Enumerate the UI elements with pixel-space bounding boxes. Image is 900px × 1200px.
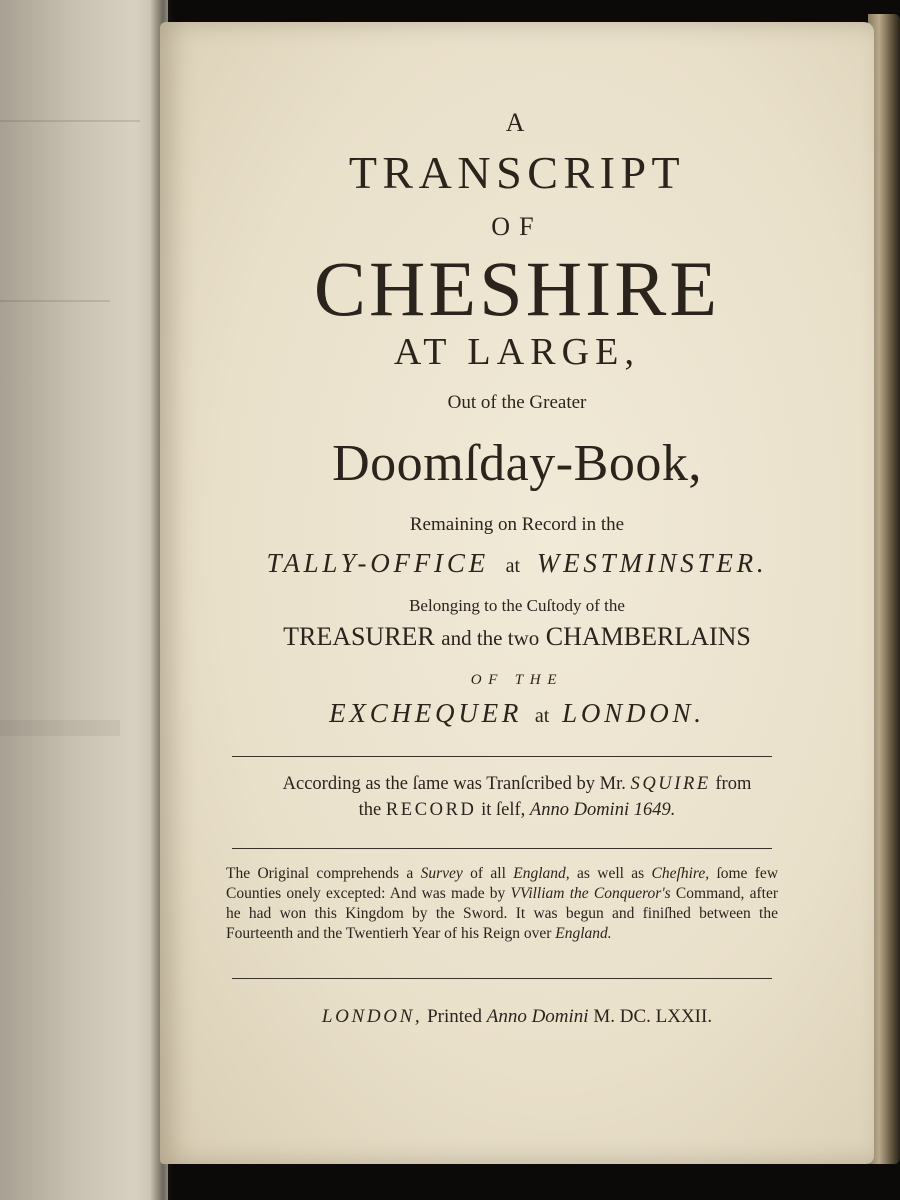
transcription-text: it ſelf, — [481, 800, 526, 820]
imprint-london: LONDON, — [321, 1006, 423, 1027]
at-word: at — [534, 705, 550, 727]
title-transcript: TRANSCRIPT — [348, 147, 686, 198]
survey-text: The Original comprehends a — [226, 865, 414, 882]
horizontal-rule — [232, 848, 772, 849]
year-1649: 1649. — [633, 800, 676, 820]
imprint-printed: Printed — [427, 1006, 482, 1027]
survey-text: Command, after he had won this Kingdom by the Sword. It was begun and finiſhed between the Fourteenth and the Twentierh Year of his Reign over — [226, 885, 778, 942]
title-remaining: Remaining on Record in the — [409, 514, 625, 535]
title-at-large: AT LARGE, — [393, 331, 641, 373]
title-out-of: Out of the Greater — [447, 392, 587, 413]
bleed-through-line — [0, 720, 120, 736]
horizontal-rule — [232, 756, 772, 757]
squire-name: SQUIRE — [630, 774, 711, 794]
survey-text: ſome few Counties onely excepted: And was made by — [226, 865, 779, 902]
survey-text: of all — [470, 865, 506, 882]
title-doomsday-book: Doomſday-Book, — [332, 435, 702, 492]
title-of-the: OF THE — [470, 672, 564, 688]
exchequer: EXCHEQUER — [329, 698, 523, 728]
chamberlains: CHAMBERLAINS — [545, 622, 751, 651]
title-article: A — [505, 108, 529, 137]
bleed-through-line — [0, 120, 140, 122]
transcription-line-1 — [160, 774, 874, 795]
westminster: WESTMINSTER. — [536, 548, 768, 578]
london-heading: LONDON. — [562, 698, 705, 728]
treasurer: TREASURER — [283, 622, 435, 651]
at-word: at — [505, 555, 521, 577]
survey-word: Survey — [420, 865, 463, 882]
title-tally-office-line — [160, 548, 874, 579]
record-word: RECORD — [385, 800, 477, 820]
title-exchequer-line — [160, 698, 874, 729]
imprint-date: M. DC. LXXII. — [593, 1006, 713, 1027]
title-belonging: Belonging to the Cuſtody of the — [409, 596, 625, 615]
facing-page — [0, 0, 168, 1200]
title-page — [160, 22, 874, 1164]
survey-paragraph — [226, 864, 778, 944]
imprint-anno-domini: Anno Domini — [486, 1006, 589, 1027]
cheshire-word: Cheſhire, — [651, 865, 710, 882]
survey-text: as well as — [577, 865, 645, 882]
transcription-text: the — [358, 800, 382, 820]
horizontal-rule — [232, 978, 772, 979]
transcription-text: According as the ſame was Tranſcribed by Mr. — [282, 774, 626, 794]
anno-domini: Anno Domini — [529, 800, 630, 820]
transcription-text: from — [715, 774, 752, 794]
and-the-two: and the two — [441, 626, 540, 650]
bleed-through-line — [0, 300, 110, 302]
william-the-conqueror: VVilliam the Conqueror's — [510, 885, 671, 902]
title-treasurer-line — [160, 622, 874, 652]
england-word: England. — [555, 925, 612, 942]
imprint-line — [160, 1006, 874, 1028]
title-of: OF — [491, 212, 543, 241]
england-word: England, — [513, 865, 570, 882]
transcription-line-2 — [160, 800, 874, 821]
tally-office: TALLY-OFFICE — [266, 548, 489, 578]
title-cheshire: CHESHIRE — [313, 245, 721, 332]
